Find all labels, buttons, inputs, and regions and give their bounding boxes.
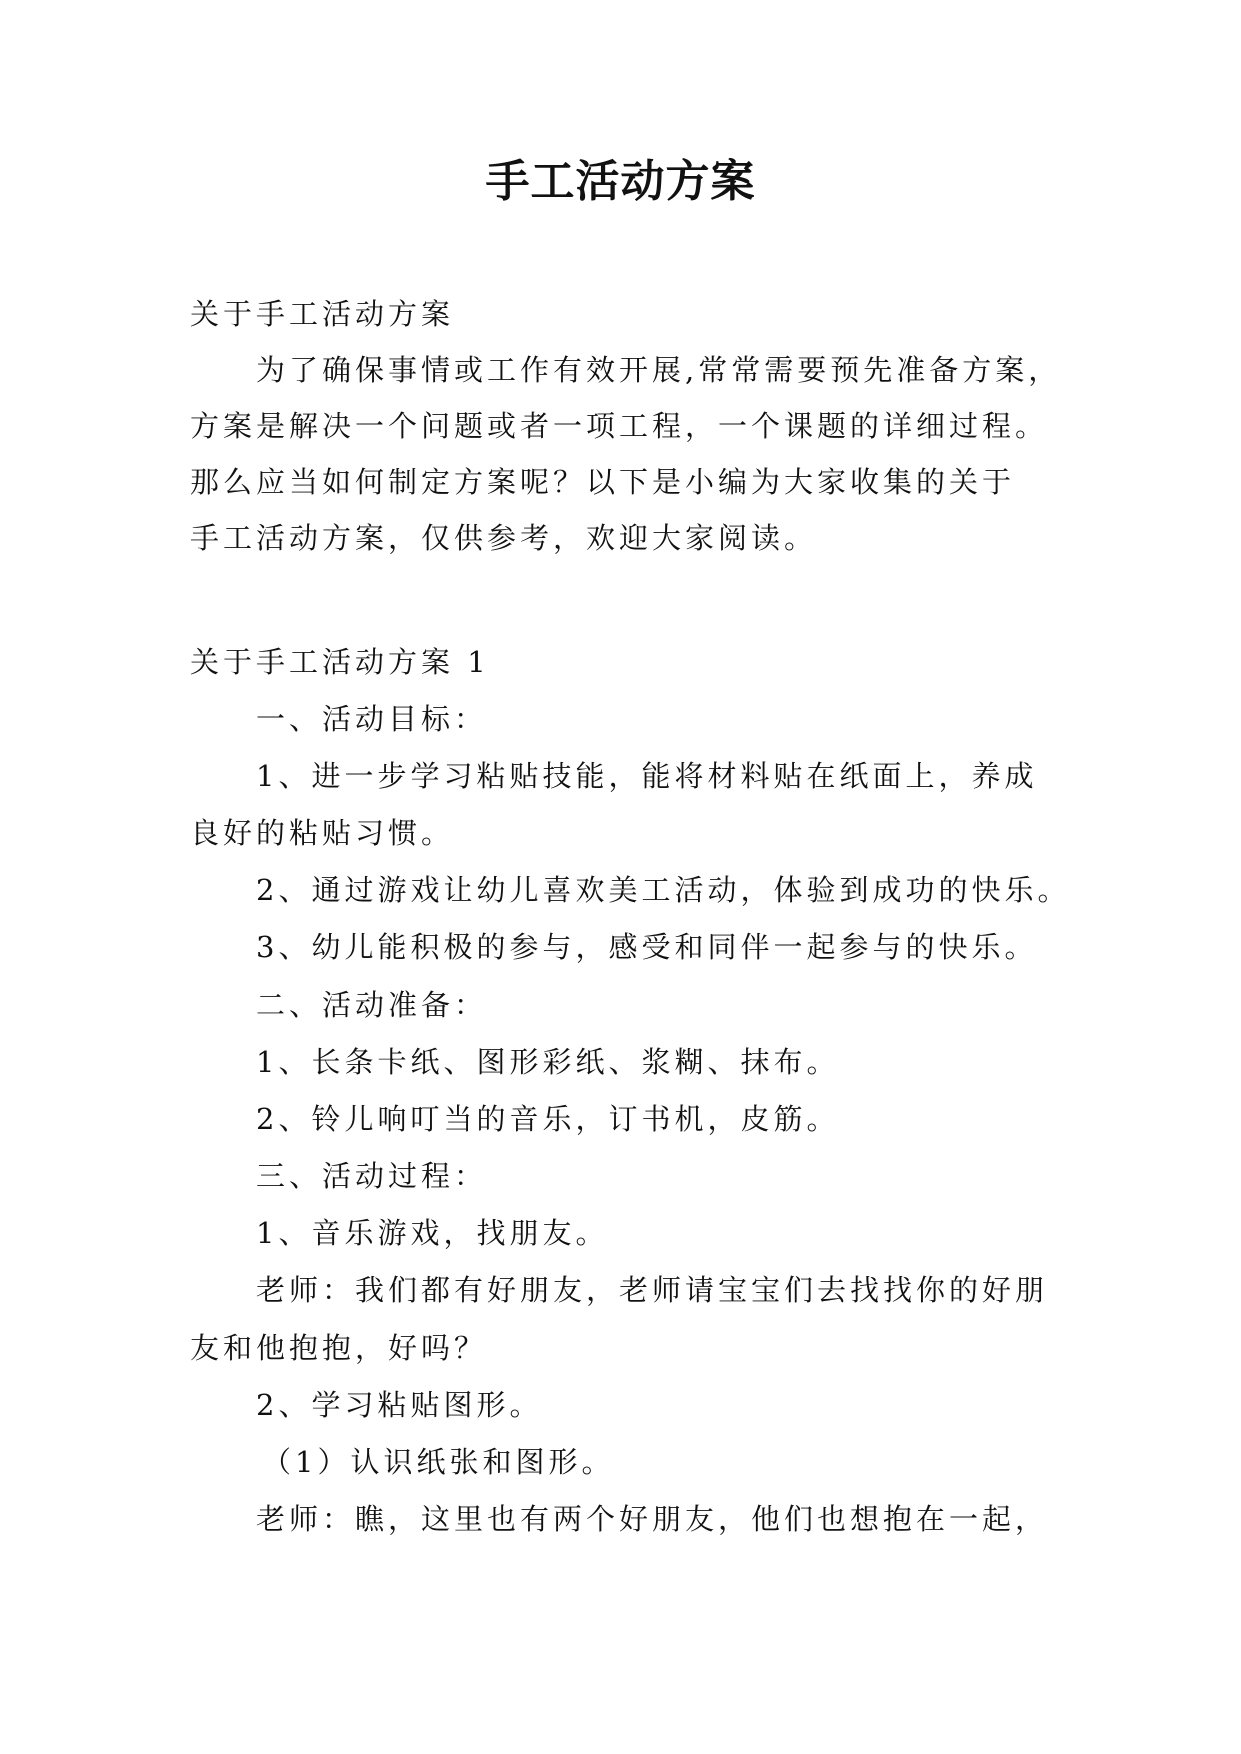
paragraph-line: 二、活动准备： [256,988,488,1022]
paragraph-line: 老师：我们都有好朋友，老师请宝宝们去找找你的好朋 [256,1273,1049,1307]
paragraph-line: 2、通过游戏让幼儿喜欢美工活动，体验到成功的快乐。 [256,873,1071,907]
paragraph-line: 1、音乐游戏，找朋友。 [256,1216,609,1250]
paragraph-line: 1、进一步学习粘贴技能，能将材料贴在纸面上，养成 [256,759,1038,793]
paragraph-line: 为了确保事情或工作有效开展,常常需要预先准备方案， [256,353,1062,387]
paragraph-line: 1、长条卡纸、图形彩纸、浆糊、抹布。 [256,1045,840,1079]
paragraph-line: 3、幼儿能积极的参与，感受和同伴一起参与的快乐。 [256,930,1038,964]
paragraph-line: 2、学习粘贴图形。 [256,1388,543,1422]
paragraph-line: 方案是解决一个问题或者一项工程，一个课题的详细过程。 [190,409,1049,443]
paragraph-line: 一、活动目标： [256,702,488,736]
paragraph-line: 2、铃儿响叮当的音乐，订书机，皮筋。 [256,1102,840,1136]
document-title: 手工活动方案 [485,156,756,207]
section-heading: 关于手工活动方案 1 [190,645,490,679]
paragraph-line: 手工活动方案，仅供参考，欢迎大家阅读。 [190,521,818,555]
paragraph-line: 良好的粘贴习惯。 [190,816,455,850]
paragraph-line: 那么应当如何制定方案呢？以下是小编为大家收集的关于 [190,465,1016,499]
paragraph-line: 老师：瞧，这里也有两个好朋友，他们也想抱在一起， [256,1502,1049,1536]
paragraph-line: （1）认识纸张和图形。 [262,1445,615,1479]
section-heading: 关于手工活动方案 [190,297,455,331]
paragraph-line: 友和他抱抱，好吗？ [190,1331,488,1365]
paragraph-line: 三、活动过程： [256,1159,488,1193]
